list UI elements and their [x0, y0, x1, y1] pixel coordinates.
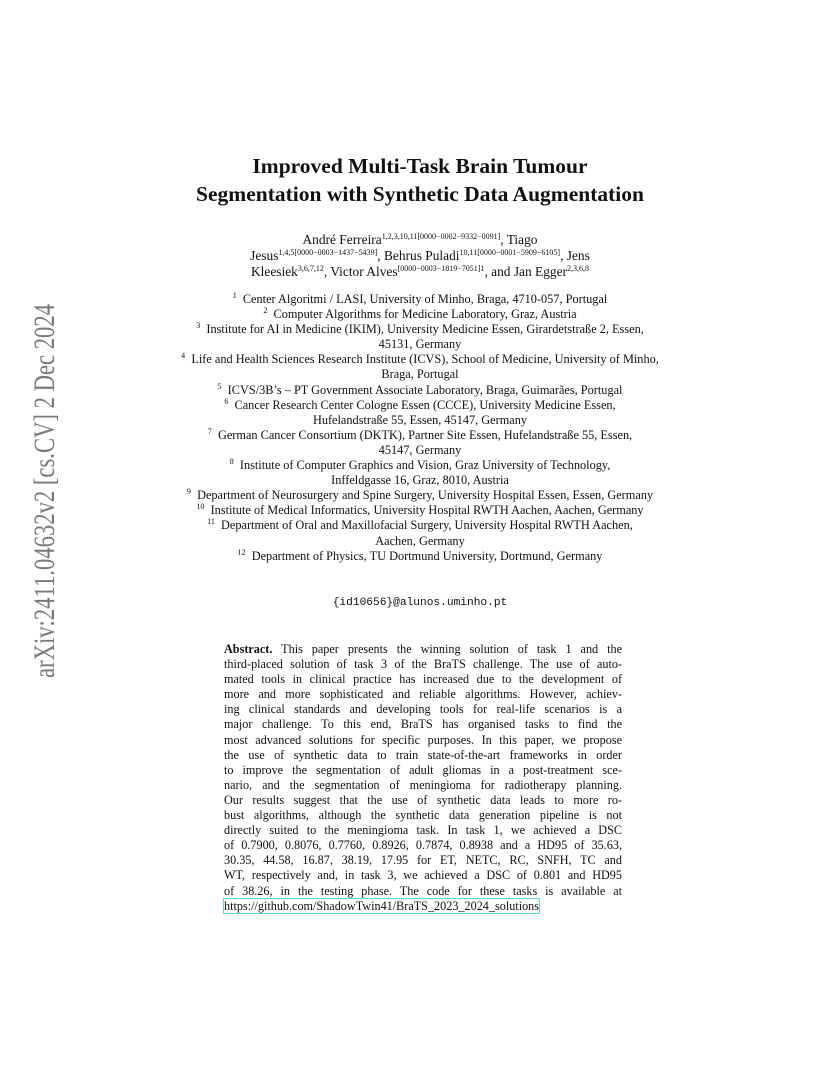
affiliation-list: [160, 292, 680, 564]
abstract-line: nario, and the segmentation of meningioma for radiotherapy planning.: [224, 777, 622, 792]
abstract-line: the use of synthetic data to train state-of-the-art frameworks in order: [224, 747, 622, 762]
affiliation-text: Institute of Computer Graphics and Vision, Graz University of Technology, Inffeldgasse 16, Graz, 8010, Austria: [239, 458, 611, 488]
abstract-line: bust algorithms, although the synthetic data generation pipeline is not: [224, 808, 622, 823]
author-separator: , Jens: [560, 248, 590, 263]
author-line-2: [190, 248, 650, 264]
affiliation-item: [160, 292, 680, 307]
abstract-line: 30.35, 44.58, 16.87, 38.19, 17.95 for ET, NETC, RC, SNFH, TC and: [224, 853, 622, 868]
author-line-3: [190, 264, 650, 280]
affiliation-item: [160, 518, 680, 548]
affiliation-number: 11: [207, 517, 215, 527]
affiliation-item: [160, 549, 680, 564]
abstract-line: WT, respectively and, in task 3, we achieved a DSC of 0.801 and HD95: [224, 868, 622, 883]
author-list: [190, 232, 650, 280]
abstract-line: to improve the segmentation of adult gliomas in a post-treatment sce-: [224, 762, 622, 777]
abstract-line: directly suited to the meningioma task. In task 1, we achieved a DSC: [224, 823, 622, 838]
abstract-heading: Abstract.: [224, 642, 273, 656]
author-name: André Ferreira: [302, 232, 382, 247]
paper-title: [120, 152, 720, 208]
title-line-1: Improved Multi-Task Brain Tumour: [252, 154, 588, 178]
abstract-line: most advanced solutions for specific purposes. In this paper, we propose: [224, 732, 622, 747]
author-line-1: [190, 232, 650, 248]
abstract-text: This paper presents the winning solution of task 1 and the: [281, 642, 622, 656]
title-line-2: Segmentation with Synthetic Data Augmentation: [196, 182, 644, 206]
author-affiliation-marker: [0000−0003−1819−7051]1: [397, 264, 485, 273]
arxiv-identifier-text: arXiv:2411.04632v2 [cs.CV] 2 Dec 2024: [28, 300, 61, 678]
author-affiliation-marker: 2,3,6,8: [567, 264, 589, 273]
affiliation-item: [160, 458, 680, 488]
abstract-line: third-placed solution of task 3 of the BraTS challenge. The use of auto-: [224, 657, 622, 672]
author-separator: , Tiago: [500, 232, 538, 247]
affiliation-text: Department of Physics, TU Dortmund University, Dortmund, Germany: [251, 548, 603, 563]
affiliation-text: German Cancer Consortium (DKTK), Partner Site Essen, Hufelandstraße 55, Essen, 45147, Germany: [217, 427, 633, 457]
affiliation-item: [160, 383, 680, 398]
abstract-line: [224, 899, 622, 914]
author-name: , Behrus Puladi: [377, 248, 460, 263]
affiliation-text: Institute for AI in Medicine (IKIM), University Medicine Essen, Girardetstraße 2, Essen, 45131, Germany: [206, 322, 644, 352]
author-name: , and Jan Egger: [484, 264, 567, 279]
abstract-line: of 0.7900, 0.8076, 0.7760, 0.8926, 0.7874, 0.8938 and a HD95 of 35.63,: [224, 838, 622, 853]
author-affiliation-marker: 10,11[0000−0001−5909−6105]: [459, 248, 561, 257]
abstract-line: [224, 642, 622, 657]
author-name: Jesus: [250, 248, 279, 263]
affiliation-item: [160, 398, 680, 428]
affiliation-item: [160, 488, 680, 503]
affiliation-text: Department of Oral and Maxillofacial Surgery, University Hospital RWTH Aachen, Aachen, Germany: [221, 518, 633, 548]
affiliation-text: Cancer Research Center Cologne Essen (CCCE), University Medicine Essen, Hufelandstraße 55, Essen, 45147, Germany: [234, 397, 616, 427]
author-name: Kleesiek: [250, 264, 298, 279]
affiliation-text: Life and Health Sciences Research Institute (ICVS), School of Medicine, University of Minho, Braga, Portugal: [191, 352, 659, 382]
abstract-line: more and more sophisticated and reliable algorithms. However, achiev-: [224, 687, 622, 702]
abstract-line: mated tools in clinical practice has increased due to the development of: [224, 672, 622, 687]
abstract-line: Our results suggest that the use of synthetic data leads to more ro-: [224, 792, 622, 807]
affiliation-text: Computer Algorithms for Medicine Laboratory, Graz, Austria: [273, 307, 577, 322]
affiliation-text: Center Algoritmi / LASI, University of Minho, Braga, 4710-057, Portugal: [242, 292, 608, 306]
affiliation-item: [160, 307, 680, 322]
affiliation-number: 4: [181, 351, 186, 361]
contact-email: {id10656}@alunos.uminho.pt: [332, 597, 508, 609]
affiliation-number: 1: [232, 291, 237, 300]
affiliation-number: 6: [224, 396, 229, 406]
affiliation-text: ICVS/3B’s – PT Government Associate Laboratory, Braga, Guimarães, Portugal: [227, 382, 623, 397]
abstract-line: ing clinical standards and developing tools for real-life scenarios is a: [224, 702, 622, 717]
affiliation-number: 5: [217, 381, 222, 391]
affiliation-number: 10: [196, 502, 205, 512]
author-affiliation-marker: 1,2,3,10,11[0000−0002−9332−0091]: [381, 232, 501, 241]
affiliation-item: [160, 352, 680, 382]
author-name: , Victor Alves: [323, 264, 398, 279]
affiliation-number: 9: [186, 487, 191, 497]
affiliation-text: Institute of Medical Informatics, University Hospital RWTH Aachen, Aachen, Germany: [210, 503, 644, 518]
author-affiliation-marker: 1,4,5[0000−0003−1437−5439]: [278, 248, 378, 257]
author-affiliation-marker: 3,6,7,12: [297, 264, 324, 273]
abstract: [224, 642, 622, 914]
arxiv-identifier-stamp: [8, 300, 70, 680]
affiliation-number: 3: [196, 321, 201, 331]
affiliation-number: 7: [207, 426, 212, 436]
affiliation-number: 12: [237, 547, 246, 557]
affiliation-item: [160, 322, 680, 352]
abstract-line: of 38.26, in the testing phase. The code for these tasks is available at: [224, 883, 622, 898]
code-repository-link[interactable]: https://github.com/ShadowTwin41/BraTS_2023_2024_solutions: [224, 898, 540, 913]
affiliation-number: 8: [229, 457, 234, 467]
affiliation-number: 2: [263, 306, 268, 316]
abstract-line: major challenge. To this end, BraTS has organised tasks to find the: [224, 717, 622, 732]
affiliation-item: [160, 503, 680, 518]
affiliation-item: [160, 428, 680, 458]
affiliation-text: Department of Neurosurgery and Spine Surgery, University Hospital Essen, Essen, Germany: [197, 488, 654, 503]
